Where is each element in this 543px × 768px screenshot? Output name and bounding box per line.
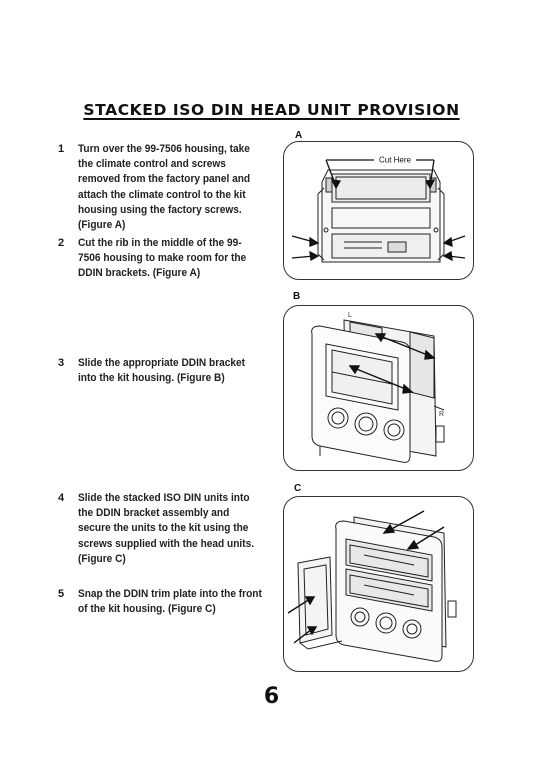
step-text: Slide the appropriate DDIN bracket into the kit housing. (Figure B) <box>78 357 246 385</box>
step-number: 2 <box>58 237 65 249</box>
step-text: Snap the DDIN trim plate into the front of the kit housing. (Figure C) <box>78 588 262 616</box>
left-bracket-mark: L <box>348 312 352 319</box>
figure-c-label: C <box>294 483 302 494</box>
page-number: 6 <box>263 684 280 709</box>
step-number: 1 <box>58 143 65 155</box>
step-number: 3 <box>58 357 65 369</box>
figure-b-label: B <box>293 291 301 302</box>
page-title: STACKED ISO DIN HEAD UNIT PROVISION <box>83 101 460 119</box>
figure-c <box>283 496 474 672</box>
cut-here-callout: Cut Here <box>378 155 412 165</box>
step-number: 4 <box>58 492 65 504</box>
right-bracket-mark: R <box>439 411 445 418</box>
figure-c-drawing <box>284 497 473 671</box>
step-number: 5 <box>58 588 65 600</box>
figure-a-label: A <box>295 130 303 141</box>
figure-a-drawing <box>284 142 473 279</box>
figure-b-drawing <box>284 306 473 470</box>
figure-b <box>283 305 474 471</box>
figure-a <box>283 141 474 280</box>
step-text: Cut the rib in the middle of the 99-7506 housing to make room for the DDIN brackets. (Figure A) <box>78 237 247 280</box>
step-text: Slide the stacked ISO DIN units into the DDIN bracket assembly and secure the units to the kit using the screws supplied with the head units. (Figure C) <box>78 492 255 565</box>
step-text: Turn over the 99-7506 housing, take the climate control and screws removed from the factory panel and attach the climate control to the kit housing using the factory screws. (Figure A) <box>78 143 251 232</box>
